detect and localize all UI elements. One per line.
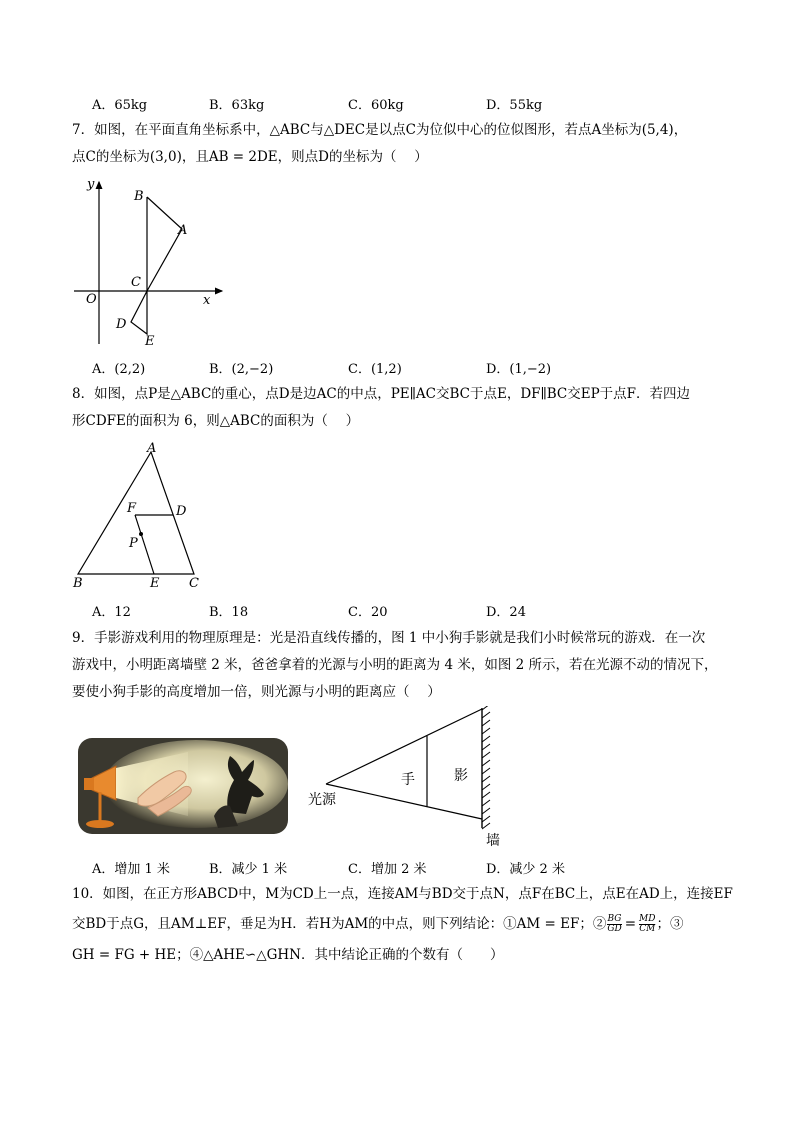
q10-line2	[72, 914, 683, 934]
triangle-dec	[131, 291, 147, 334]
q9-line3: 要使小狗手影的高度增加一倍，则光源与小明的距离应（ ）	[72, 684, 441, 700]
q10-line2-tail: ；③	[656, 916, 684, 932]
q8-option-d: D．24	[486, 605, 526, 620]
q9-hand-shadow-photo	[78, 738, 288, 834]
q6-option-c: C．60kg	[348, 98, 404, 113]
label-e: E	[150, 576, 160, 591]
q7-option-b: B．(2,−2)	[209, 362, 274, 377]
label-c: C	[131, 275, 141, 290]
q9-line1: 9．手影游戏利用的物理原理是：光是沿直线传播的，图 1 中小狗手影就是我们小时候常玩的游戏．在一次	[72, 630, 706, 646]
segment-fe	[135, 515, 154, 574]
label-b: B	[134, 189, 144, 204]
wall-hatching	[482, 706, 490, 829]
q9-line2: 游戏中，小明距离墙壁 2 米，爸爸拿着的光源与小明的距离为 4 米，如图 2 所示，若在光源不动的情况下，	[72, 657, 718, 673]
q9-option-a: A．增加 1 米	[92, 862, 170, 877]
q6-option-b: B．63kg	[209, 98, 265, 113]
label-y: y	[87, 177, 95, 192]
q8-triangle-figure	[70, 438, 220, 594]
q6-option-a: A．65kg	[92, 98, 148, 113]
q8-line2: 形CDFE的面积为 6，则△ABC的面积为（ ）	[72, 413, 360, 429]
q10-fraction-bg-gd	[607, 915, 621, 934]
q7-option-c: C．(1,2)	[348, 362, 402, 377]
label-o: O	[86, 292, 97, 307]
q10-frac2-den: CM	[639, 924, 656, 934]
label-f: F	[127, 501, 137, 516]
q10-line3: GH = FG + HE；④△AHE∽△GHN．其中结论正确的个数有（ ）	[72, 947, 504, 963]
label-p: P	[129, 536, 138, 551]
q10-eq: =	[624, 916, 637, 932]
q7-option-a: A．(2,2)	[92, 362, 146, 377]
label-wall: 墙	[486, 833, 500, 849]
q8-option-c: C．20	[348, 605, 388, 620]
q9-option-b: B．减少 1 米	[209, 862, 288, 877]
ray-bottom	[326, 784, 482, 819]
q7-line1: 7．如图，在平面直角坐标系中，△ABC与△DEC是以点C为位似中心的位似图形，若点A坐标为(5,4)，	[72, 122, 688, 138]
q9-light-diagram	[306, 706, 510, 850]
label-e: E	[145, 334, 155, 349]
label-a: A	[147, 441, 157, 456]
point-p	[139, 532, 143, 536]
label-shadow: 影	[454, 768, 468, 784]
label-x: x	[203, 293, 211, 308]
q6-option-d: D．55kg	[486, 98, 543, 113]
label-light-source: 光源	[308, 792, 336, 808]
label-d: D	[176, 504, 187, 519]
q7-coordinate-figure	[70, 172, 230, 352]
q8-option-b: B．18	[209, 605, 249, 620]
q10-frac-num: BG	[607, 914, 622, 924]
q10-line2-text: 交BD于点G，且AM⊥EF，垂足为H．若H为AM的中点，则下列结论：①AM = EF；②	[72, 916, 607, 932]
label-hand: 手	[401, 772, 415, 788]
q10-frac2-num: MD	[639, 914, 656, 924]
q8-option-a: A．12	[92, 605, 131, 620]
q7-option-d: D．(1,−2)	[486, 362, 552, 377]
q10-line1: 10．如图，在正方形ABCD中，M为CD上一点，连接AM与BD交于点N，点F在BC上，点E在AD上，连接EF	[72, 886, 733, 902]
label-a: A	[178, 223, 188, 238]
q9-option-c: C．增加 2 米	[348, 862, 427, 877]
q9-option-d: D．减少 2 米	[486, 862, 565, 877]
triangle-abc	[147, 197, 182, 291]
q7-line2: 点C的坐标为(3,0)，且AB = 2DE，则点D的坐标为（ ）	[72, 149, 428, 165]
q10-fraction-md-cm	[639, 915, 655, 934]
q8-line1: 8．如图，点P是△ABC的重心，点D是边AC的中点，PE∥AC交BC于点E，DF∥BC交EP于点F．若四边	[72, 386, 691, 402]
label-c: C	[189, 576, 199, 591]
label-b: B	[73, 576, 83, 591]
label-d: D	[116, 317, 127, 332]
q10-frac-den: GD	[607, 924, 622, 934]
